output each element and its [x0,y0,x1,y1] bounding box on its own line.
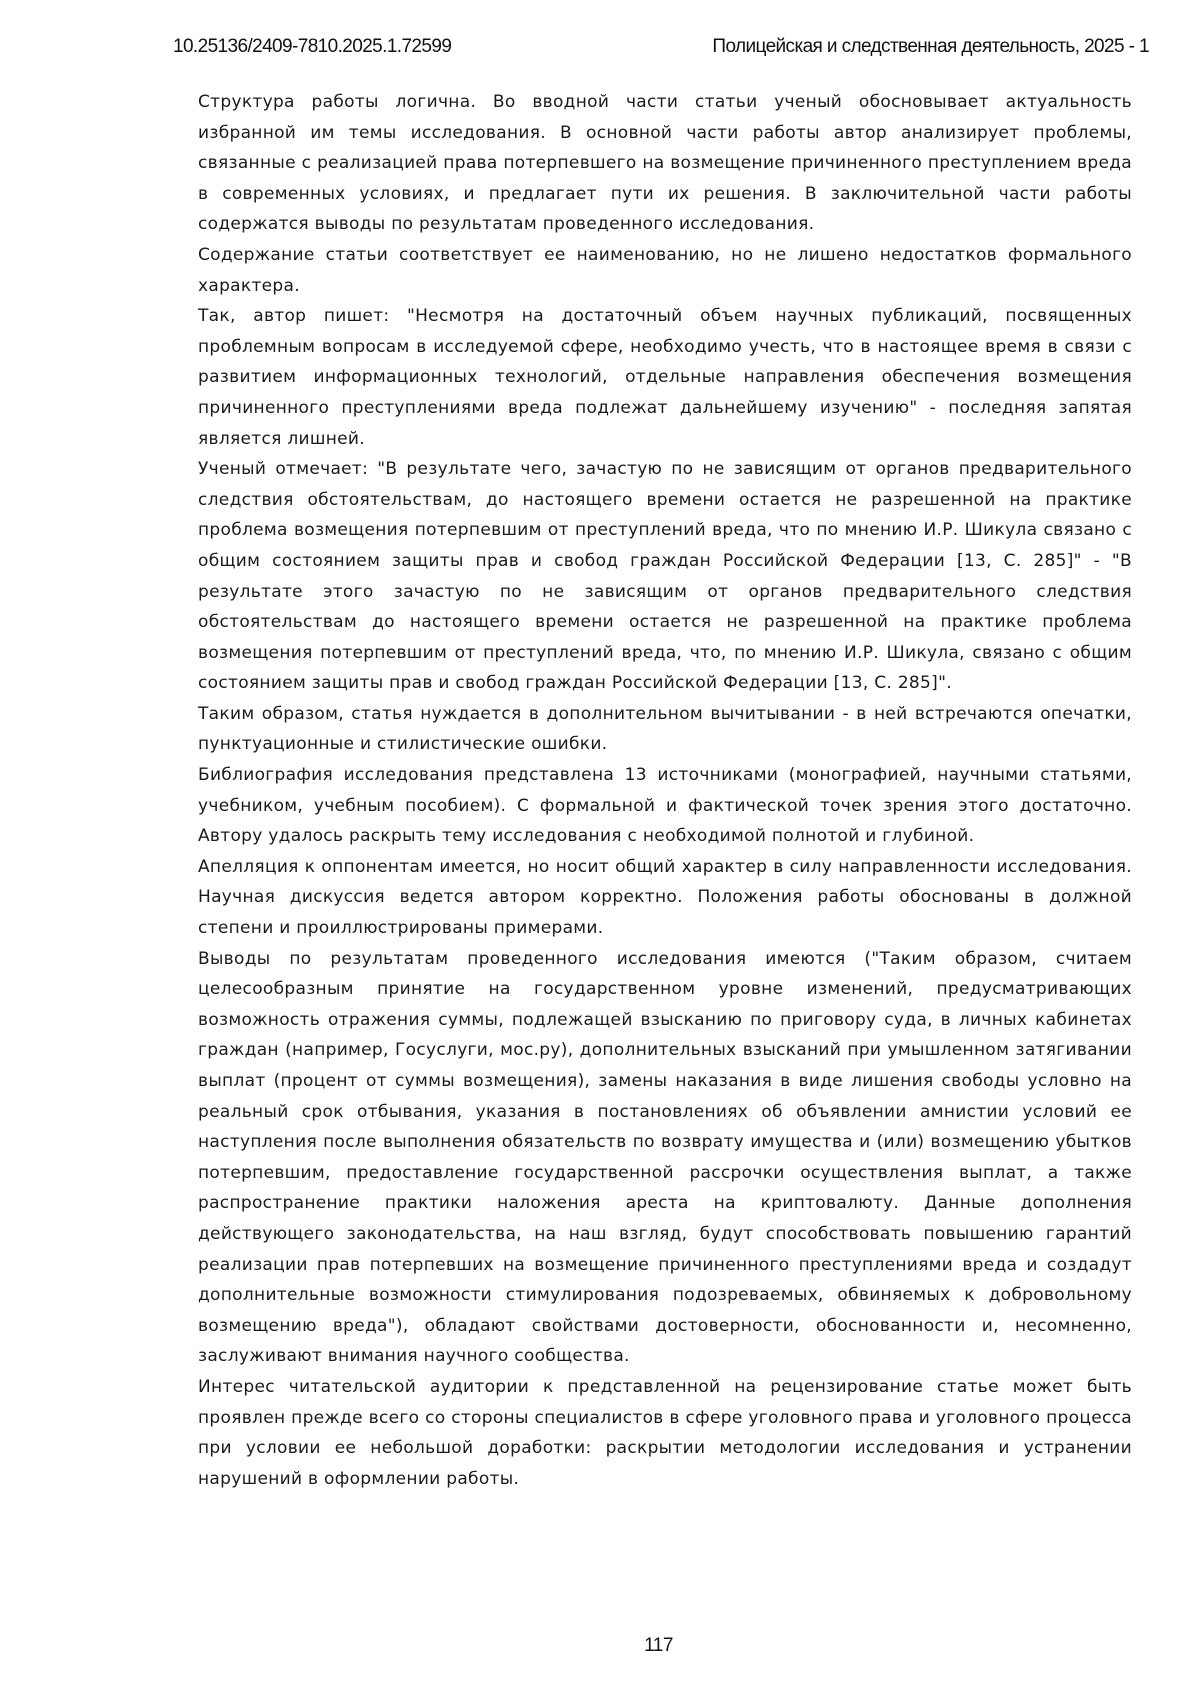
page-number: 117 [0,1635,1200,1657]
paragraph-proofreading: Таким образом, статья нуждается в дополнительном вычитывании - в ней встречаются опечатки, пунктуационные и стилистические ошибки. [198,699,1132,760]
paragraph-quote-comma: Так, автор пишет: "Несмотря на достаточный объем научных публикаций, посвященных проблемным вопросам в исследуемой сфере, необходимо учесть, что в настоящее время в связи с развитием информационных технологий, отдельные направления обеспечения возмещения причиненного преступлениями вреда подлежат дальнейшему изучению" - последняя запятая является лишней. [198,301,1132,454]
paragraph-audience: Интерес читательской аудитории к представленной на рецензирование статье может быть проявлен прежде всего со стороны специалистов в сфере уголовного права и уголовного процесса при условии ее небольшой доработки: раскрытии методологии исследования и устранении нарушений в оформлении работы. [198,1372,1132,1494]
page-header [173,36,1149,64]
paragraph-bibliography: Библиография исследования представлена 13 источниками (монографией, научными статьями, учебником, учебным пособием). С формальной и фактической точек зрения этого достаточно. Автору удалось раскрыть тему исследования с необходимой полнотой и глубиной. [198,760,1132,852]
paragraph-conclusions: Выводы по результатам проведенного исследования имеются ("Таким образом, считаем целесообразным принятие на государственном уровне изменений, предусматривающих возможность отражения суммы, подлежащей взысканию по приговору суда, в личных кабинетах граждан (например, Госуслуги, мос.ру), дополнительных взысканий при умышленном затягивании выплат (процент от суммы возмещения), замены наказания в виде лишения свободы условно на реальный срок отбывания, указания в постановлениях об объявлении амнистии условий ее наступления после выполнения обязательств по возврату имущества и (или) возмещению убытков потерпевшим, предоставление государственной рассрочки осуществления выплат, а также распространение практики наложения ареста на криптовалюту. Данные дополнения действующего законодательства, на наш взгляд, будут способствовать повышению гарантий реализации прав потерпевших на возмещение причиненного преступлениями вреда и создадут дополнительные возможности стимулирования подозреваемых, обвиняемых к добровольному возмещению вреда"), обладают свойствами достоверности, обоснованности и, несомненно, заслуживают внимания научного сообщества. [198,944,1132,1372]
doi-label: 10.25136/2409-7810.2025.1.72599 [173,36,451,58]
journal-title: Полицейская и следственная деятельность, 2025 - 1 [712,36,1149,58]
paragraph-quote-correction: Ученый отмечает: "В результате чего, зачастую по не зависящим от органов предварительного следствия обстоятельствам, до настоящего времени остается не разрешенной на практике проблема возмещения потерпевшим от преступлений вреда, что по мнению И.Р. Шикула связано с общим состоянием защиты прав и свобод граждан Российской Федерации [13, С. 285]" - "В результате этого зачастую по не зависящим от органов предварительного следствия обстоятельствам до настоящего времени остается не разрешенной на практике проблема возмещения потерпевшим от преступлений вреда, что, по мнению И.Р. Шикула, связано с общим состоянием защиты прав и свобод граждан Российской Федерации [13, С. 285]". [198,454,1132,699]
review-body [198,87,1132,1494]
paragraph-appeal: Апелляция к оппонентам имеется, но носит общий характер в силу направленности исследования. Научная дискуссия ведется автором корректно. Положения работы обоснованы в должной степени и проиллюстрированы примерами. [198,852,1132,944]
paragraph-content: Содержание статьи соответствует ее наименованию, но не лишено недостатков формального характера. [198,240,1132,301]
paragraph-structure: Структура работы логична. Во вводной части статьи ученый обосновывает актуальность избранной им темы исследования. В основной части работы автор анализирует проблемы, связанные с реализацией права потерпевшего на возмещение причиненного преступлением вреда в современных условиях, и предлагает пути их решения. В заключительной части работы содержатся выводы по результатам проведенного исследования. [198,87,1132,240]
